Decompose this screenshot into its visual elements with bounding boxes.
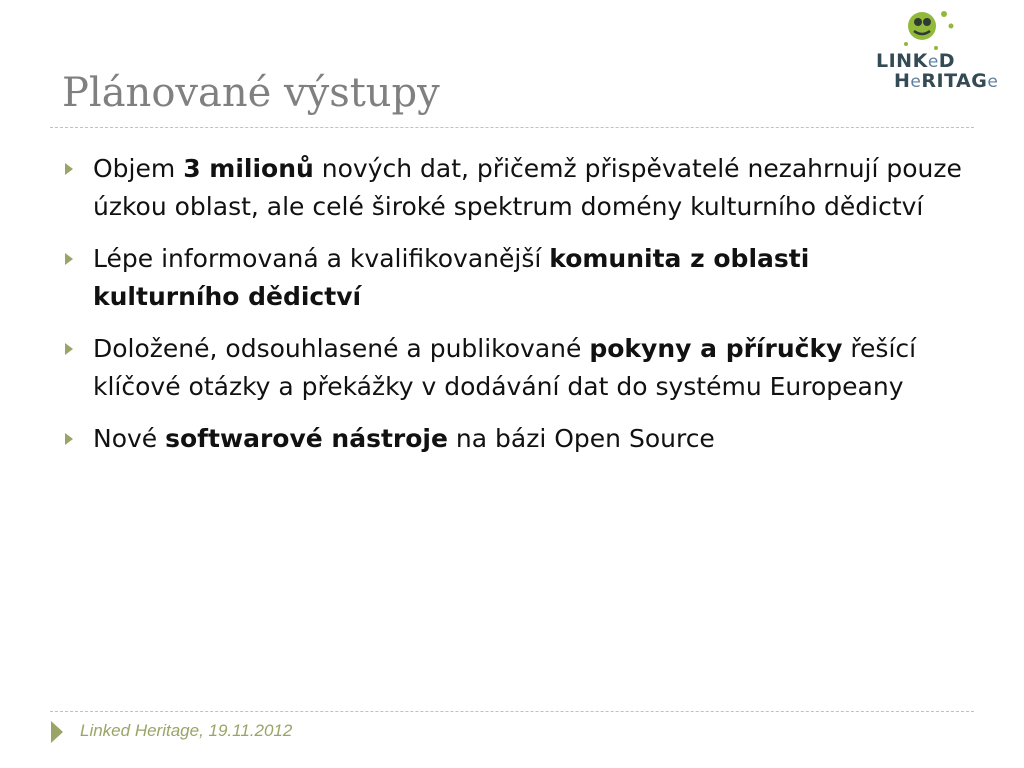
slide-title: Plánované výstupy bbox=[62, 70, 440, 116]
bullet-text: řešící klíčové otázky a překážky v dodávání dat do systému Europeany bbox=[93, 334, 917, 401]
bullet-text: nových dat, přičemž přispěvatelé nezahrnují pouze úzkou oblast, ale celé široké spektrum domény kulturního dědictví bbox=[93, 154, 962, 221]
bullet-item bbox=[62, 150, 962, 226]
bullet-list bbox=[62, 150, 962, 472]
footer-divider bbox=[50, 711, 974, 712]
title-divider bbox=[50, 127, 974, 128]
bullet-text: na bázi Open Source bbox=[447, 424, 715, 453]
footer-text: Linked Heritage, 19.11.2012 bbox=[80, 721, 293, 740]
bullet-arrow-icon bbox=[65, 163, 73, 175]
bullet-text: Objem bbox=[93, 154, 184, 183]
footer-arrow-icon bbox=[51, 721, 63, 743]
bullet-arrow-icon bbox=[65, 433, 73, 445]
logo-text-heritage: HeRITAGe bbox=[894, 70, 999, 92]
bullet-emphasis: komunita z oblasti kulturního dědictví bbox=[93, 244, 810, 311]
logo-text-linked: LINKeD bbox=[876, 50, 956, 72]
bullet-text: Doložené, odsouhlasené a publikované bbox=[93, 334, 590, 363]
bullet-item bbox=[62, 420, 962, 458]
linked-heritage-logo bbox=[868, 6, 1018, 96]
bullet-arrow-icon bbox=[65, 343, 73, 355]
bullet-emphasis: softwarové nástroje bbox=[165, 424, 448, 453]
bullet-emphasis: pokyny a příručky bbox=[589, 334, 843, 363]
logo-mark-icon bbox=[898, 6, 964, 52]
bullet-text: Lépe informovaná a kvalifikovanější bbox=[93, 244, 550, 273]
bullet-arrow-icon bbox=[65, 253, 73, 265]
bullet-text: Nové bbox=[93, 424, 166, 453]
bullet-emphasis: 3 milionů bbox=[183, 154, 314, 183]
bullet-item bbox=[62, 330, 962, 406]
bullet-item bbox=[62, 240, 962, 316]
